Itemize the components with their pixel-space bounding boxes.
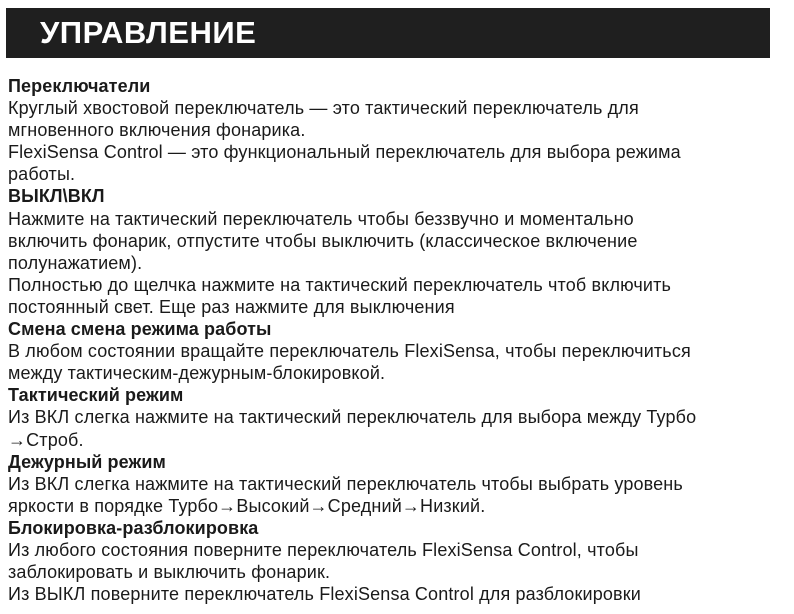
text-line: работы.: [8, 164, 76, 185]
text-line: Из любого состояния поверните переключатель FlexiSensa Control, чтобы: [8, 539, 639, 560]
section-header-bar: [6, 8, 770, 58]
text-line: Из ВКЛ слегка нажмите на тактический переключатель для выбора между Турбо: [8, 407, 697, 428]
subheading-mode-change: Смена смена режима работы: [8, 319, 272, 340]
text-line: мгновенного включения фонарика.: [8, 120, 306, 141]
text-line: В любом состоянии вращайте переключатель FlexiSensa, чтобы переключиться: [8, 341, 691, 362]
text-line: между тактическим-дежурным-блокировкой.: [8, 363, 386, 384]
text-line: постоянный свет. Еще раз нажмите для выключения: [8, 296, 455, 317]
subheading-tactical-mode: Тактический режим: [8, 385, 184, 406]
text-line: Из ВКЛ слегка нажмите на тактический переключатель чтобы выбрать уровень: [8, 473, 683, 494]
text-line: Из ВЫКЛ поверните переключатель FlexiSensa Control для разблокировки: [8, 584, 641, 605]
section-title: УПРАВЛЕНИЕ: [40, 15, 257, 50]
text-line: полунажатием).: [8, 252, 143, 273]
text-line: Нажмите на тактический переключатель чтобы беззвучно и моментально: [8, 208, 634, 229]
subheading-switches: Переключатели: [8, 76, 151, 96]
text-line: Полностью до щелчка нажмите на тактический переключатель чтоб включить: [8, 274, 671, 295]
subheading-lockout: Блокировка-разблокировка: [8, 517, 259, 538]
text-line: заблокировать и выключить фонарик.: [8, 562, 331, 583]
document-body: [8, 75, 774, 605]
text-line: →Строб.: [8, 429, 84, 450]
text-line: Круглый хвостовой переключатель — это тактический переключатель для: [8, 98, 639, 119]
subheading-off-on: ВЫКЛ\ВКЛ: [8, 186, 105, 207]
text-line: FlexiSensa Control — это функциональный переключатель для выбора режима: [8, 142, 681, 163]
text-line: яркости в порядке Турбо→Высокий→Средний→Низкий.: [8, 495, 486, 516]
text-line: включить фонарик, отпустите чтобы выключить (классическое включение: [8, 230, 638, 251]
subheading-duty-mode: Дежурный режим: [8, 451, 166, 472]
